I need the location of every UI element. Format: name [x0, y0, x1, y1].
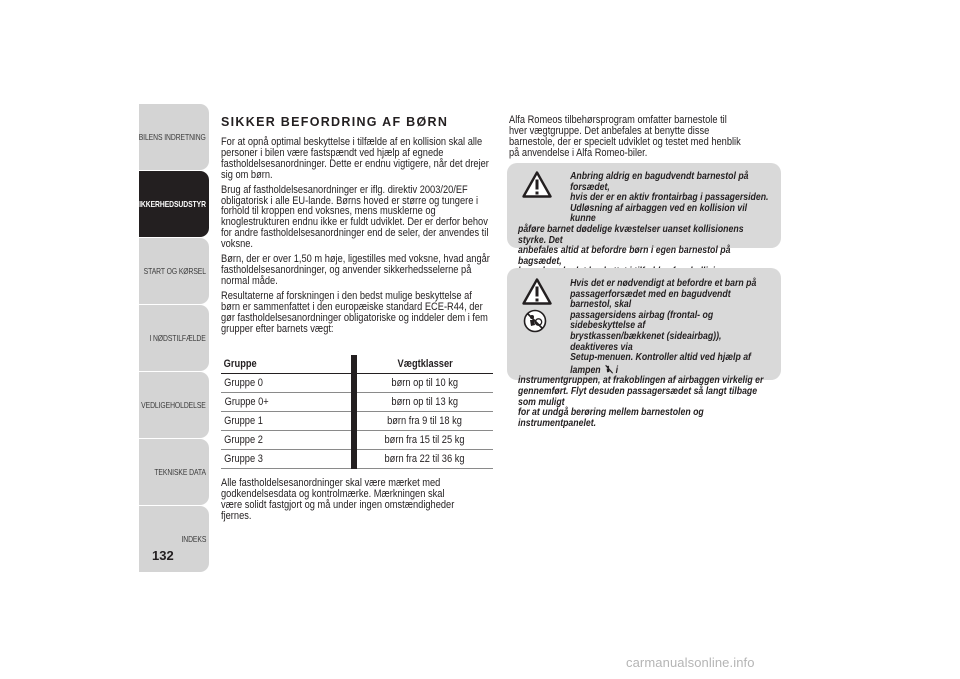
group-cell: Gruppe 0+: [221, 393, 351, 412]
warning-text: Hvis det er nødvendigt at befordre et barn på passagerforsædet med en bagudvendt barnestol, skal passagersidens airbag (frontal- og sidebeskyttelse af brystkassen/bækkenet (sideairbag)), deaktiveres via Setup-menuen. Kontroller altid ved hjælp af lampen i instrumentgruppen, at frakoblingen af airbaggen virkelig er gennemført. Flyt desuden passagersædet så langt tilbage som muligt for at undgå berøring mellem barnestolen og instrumentpanelet.: [518, 278, 764, 429]
tab-label: TEKNISKE DATA: [154, 467, 206, 477]
paragraph: Alle fastholdelsesanordninger skal være mærket med godkendelsesdata og kontrolmærke. Mærkningen skal være solidt fastgjort og må under ingen omstændigheder fjernes.: [221, 477, 455, 522]
paragraph: Alfa Romeos tilbehørsprogram omfatter barnestole til hver vægtgruppe. Det anbefales at benytte disse barnestole, der er specielt udviklet og testet med henblik på anvendelse i Alfa Romeo-biler.: [509, 114, 741, 159]
right-intro: [509, 115, 743, 163]
group-cell: Gruppe 1: [221, 412, 351, 431]
after-table-text: [221, 478, 455, 526]
table-header-row: [221, 355, 493, 374]
group-cell: Gruppe 3: [221, 450, 351, 469]
paragraph: Børn, der er over 1,50 m høje, ligestilles med voksne, hvad angår fastholdelsesanordninger, og anvender sikkerhedsselerne på normal måde.: [221, 253, 490, 287]
watermark: carmanualsonline.info: [626, 655, 755, 670]
warning-text: Anbring aldrig en bagudvendt barnestol på forsædet, hvis der er en aktiv frontairbag i passagersiden. Udløsning af airbaggen ved en kollision vil kunne påføre barnet dødelige kvæstelser uanset kollisionens styrke. Det anbefales altid at befordre børn i egen barnestol på bagsædet,: [518, 171, 769, 267]
group-cell: Gruppe 2: [221, 431, 351, 450]
page-number: 132: [152, 548, 174, 563]
table-row: [221, 374, 493, 393]
paragraph: Resultaterne af forskningen i den bedst mulige beskyttelse af børn er sammenfattet i den europæiske standard ECE-R44, der gør fastholdelsesanordninger obligatoriske og inddeler dem i fem grupper efter barnets vægt:: [221, 289, 488, 335]
tab-bilens-indretning[interactable]: [139, 104, 209, 170]
tab-tekniske-data[interactable]: [139, 439, 209, 505]
warning-box-1: [507, 163, 781, 267]
chapter-tabs: [134, 104, 209, 573]
weight-cell: børn fra 15 til 25 kg: [357, 431, 493, 450]
warning-box-2: [507, 268, 781, 429]
column-header-group: Gruppe: [221, 355, 351, 374]
tab-label: BILENS INDRETNING: [138, 132, 206, 142]
table-row: [221, 450, 493, 469]
table-row: [221, 412, 493, 431]
weight-cell: børn op til 13 kg: [357, 393, 493, 412]
airbag-lamp-icon: [605, 364, 614, 374]
weight-cell: børn fra 22 til 36 kg: [357, 450, 493, 469]
weight-cell: børn fra 9 til 18 kg: [357, 412, 493, 431]
tab-label: VEDLIGEHOLDELSE: [141, 400, 206, 410]
tab-label: INDEKS: [181, 534, 206, 544]
tab-i-nodstilfaelde[interactable]: [139, 305, 209, 371]
paragraph: For at opnå optimal beskyttelse i tilfælde af en kollision skal alle personer i bilen være fastspændt ved hjælp af egnede fastholdelsesanordninger. Dette er endnu vigtigere, når det drejer sig om børn.: [221, 136, 489, 181]
paragraph: Brug af fastholdelsesanordninger er iflg. direktiv 2003/20/EF obligatorisk i alle EU-lande. Børns hoved er større og tungere i forhold til kroppen end voksnes, mens musklerne og knoglestrukturen endnu ikke er fuldt udviklet. Der er derfor behov for andre fastholdelsesanordninger end de seler, der anvendes til voksne.: [221, 183, 489, 251]
weight-cell: børn op til 10 kg: [357, 374, 493, 393]
table-row: [221, 393, 493, 412]
tab-sikkerhedsudstyr[interactable]: [134, 171, 209, 237]
column-header-weight: Vægtklasser: [357, 355, 493, 374]
body-text: [221, 137, 493, 334]
section-title: SIKKER BEFORDRING AF BØRN: [221, 115, 449, 129]
tab-label: SIKKERHEDSUDSTYR: [134, 199, 206, 209]
tab-start-og-korsel[interactable]: [139, 238, 209, 304]
tab-vedligeholdelse[interactable]: [139, 372, 209, 438]
table-row: [221, 431, 493, 450]
tab-label: START OG KØRSEL: [143, 266, 206, 276]
tab-label: I NØDSTILFÆLDE: [149, 333, 206, 343]
left-column: [221, 115, 493, 338]
tab-indeks[interactable]: [139, 506, 209, 572]
weight-class-table: [221, 355, 493, 469]
group-cell: Gruppe 0: [221, 374, 351, 393]
